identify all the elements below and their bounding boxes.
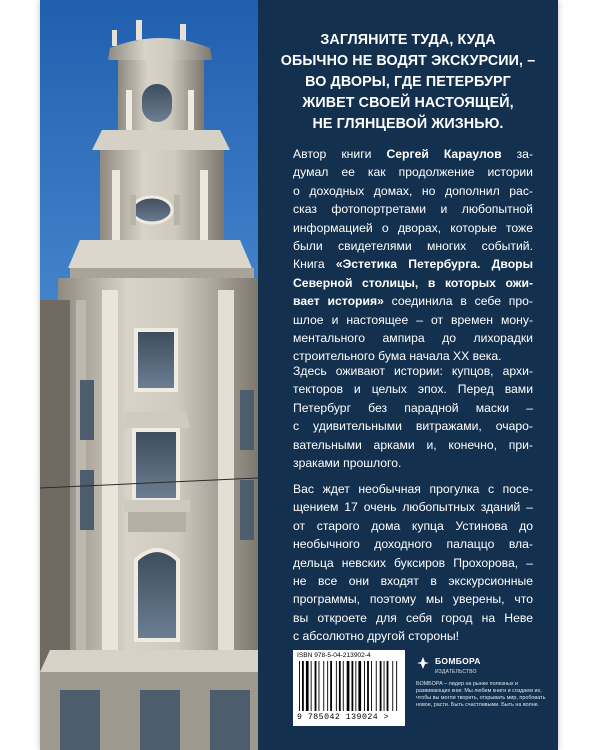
barcode-bar xyxy=(327,661,328,711)
paragraph-line: вает история» соединила в себе про- xyxy=(293,294,533,309)
barcode-bar xyxy=(396,661,397,711)
paragraph-line: текторов и целых эпох. Перед вами xyxy=(293,382,533,397)
barcode-bar xyxy=(387,661,389,711)
barcode-bar xyxy=(367,661,369,711)
publisher-name: БОМБОРА xyxy=(435,656,481,666)
paragraph-author xyxy=(293,145,533,366)
paragraph-line: зраками прошлого. xyxy=(293,456,402,471)
book-title: «Эстетика Петербурга. Дворы xyxy=(335,257,533,272)
barcode-bar xyxy=(355,661,356,711)
barcode-bar xyxy=(315,661,317,711)
paragraph-line: дельца невских буксиров Прохорова, – xyxy=(293,555,533,570)
headline-line: НЕ ГЛЯНЦЕВОЙ ЖИЗНЬЮ. xyxy=(312,116,504,132)
paragraph-line: от старого дома купца Устинова до xyxy=(293,518,533,533)
publisher-logo xyxy=(416,651,546,675)
paragraph-line: программы, поэтому мы уверены, что xyxy=(293,592,533,607)
paragraph-line: о доходных домах, но дополнил рас- xyxy=(293,183,533,198)
book-back-cover xyxy=(40,0,558,750)
barcode-bar xyxy=(299,661,300,711)
headline-line: ЖИВЕТ СВОЕЙ НАСТОЯЩЕЙ, xyxy=(302,95,514,111)
paragraph-line: с удивительными витражами, очаро- xyxy=(293,419,533,434)
isbn-label: ISBN 978-5-04-213902-4 xyxy=(297,652,371,659)
paragraph-line: Здесь оживают истории: купцов, архи- xyxy=(293,364,533,378)
barcode-digits: 9 785042 139024 > xyxy=(297,713,390,722)
paragraph-line: шлое и настоящее – от времен мону- xyxy=(293,312,533,327)
paragraph-line: Автор книги Сергей Караулов за- xyxy=(293,147,534,161)
publisher-description: БОМБОРА – лидер на рынке полезных и развивающих книг. Мы любим книги и создаем их, чтобы вы могли творить, открывать мир, пробовать новое, расти. Быть счастливыми. Быть на волне. xyxy=(416,681,546,708)
paragraph-line: были свидетелями многих событий. xyxy=(293,239,533,254)
barcode-bar xyxy=(343,661,344,711)
paragraph-line: думал ее как продолжение истории xyxy=(293,165,533,180)
barcode-bar xyxy=(347,661,350,711)
author-name: Сергей Караулов xyxy=(386,147,502,161)
barcode-bar xyxy=(364,661,365,711)
paragraph-line: Книга «Эстетика Петербурга. Дворы xyxy=(293,257,533,272)
paragraph-line: Вас ждет необычная прогулка с посе- xyxy=(293,482,533,496)
paragraph-line: строительного бума начала XX века. xyxy=(293,349,502,364)
paragraph-line: вательными арками и, конечно, при- xyxy=(293,437,533,452)
publisher-mark-icon xyxy=(416,656,430,670)
tower-illustration xyxy=(40,0,258,750)
publisher-subtitle: ИЗДАТЕЛЬСТВО xyxy=(435,669,477,675)
headline-line: ЗАГЛЯНИТЕ ТУДА, КУДА xyxy=(320,32,496,48)
headline xyxy=(258,30,558,135)
book-title: Северной столицы, в которых ожи- xyxy=(293,275,533,290)
barcode-bar xyxy=(392,661,393,711)
barcode-bar xyxy=(371,661,372,711)
barcode-bar xyxy=(311,661,312,711)
barcode-bar xyxy=(330,661,332,711)
headline-line: ВО ДВОРЫ, ГДЕ ПЕТЕРБУРГ xyxy=(305,74,511,90)
book-title: вает история» xyxy=(293,294,384,309)
paragraph-line: не все они входят в экскурсионные xyxy=(293,574,533,589)
paragraph-line: необычного доходного палаццо вла- xyxy=(293,537,533,552)
barcode-bar xyxy=(352,661,354,711)
barcode-bar xyxy=(302,661,304,711)
paragraph-walk xyxy=(293,480,533,646)
paragraph-stories xyxy=(293,362,533,472)
barcode xyxy=(293,650,405,726)
headline-line: ОБЫЧНО НЕ ВОДЯТ ЭКСКУРСИИ, – xyxy=(280,53,536,69)
barcode-bar xyxy=(380,661,382,711)
barcode-bar xyxy=(358,661,361,711)
paragraph-line: Петербург без парадной маски – xyxy=(293,400,533,415)
barcode-bar xyxy=(339,661,341,711)
paragraph-line: ментального ампира до лихорадки xyxy=(293,331,533,346)
paragraph-line: с абсолютно другой стороны! xyxy=(293,629,460,644)
barcode-bar xyxy=(376,661,377,711)
paragraph-line xyxy=(293,274,533,292)
building-photo xyxy=(40,0,258,750)
barcode-bar xyxy=(323,661,324,711)
paragraph-line: щением 17 очень любопытных зданий – xyxy=(293,500,533,515)
barcode-bar xyxy=(306,661,309,711)
barcode-bar xyxy=(384,661,385,711)
barcode-bars xyxy=(297,661,401,713)
barcode-bar xyxy=(336,661,337,711)
paragraph-line: сказ фотопортретами и любопытной xyxy=(293,202,533,217)
text-panel xyxy=(258,0,558,750)
barcode-bar xyxy=(319,661,320,711)
paragraph-line: информацией о дворах, которые тоже xyxy=(293,220,533,235)
publisher-block xyxy=(416,651,546,709)
paragraph-line: вы откроете для себя город на Неве xyxy=(293,610,533,625)
